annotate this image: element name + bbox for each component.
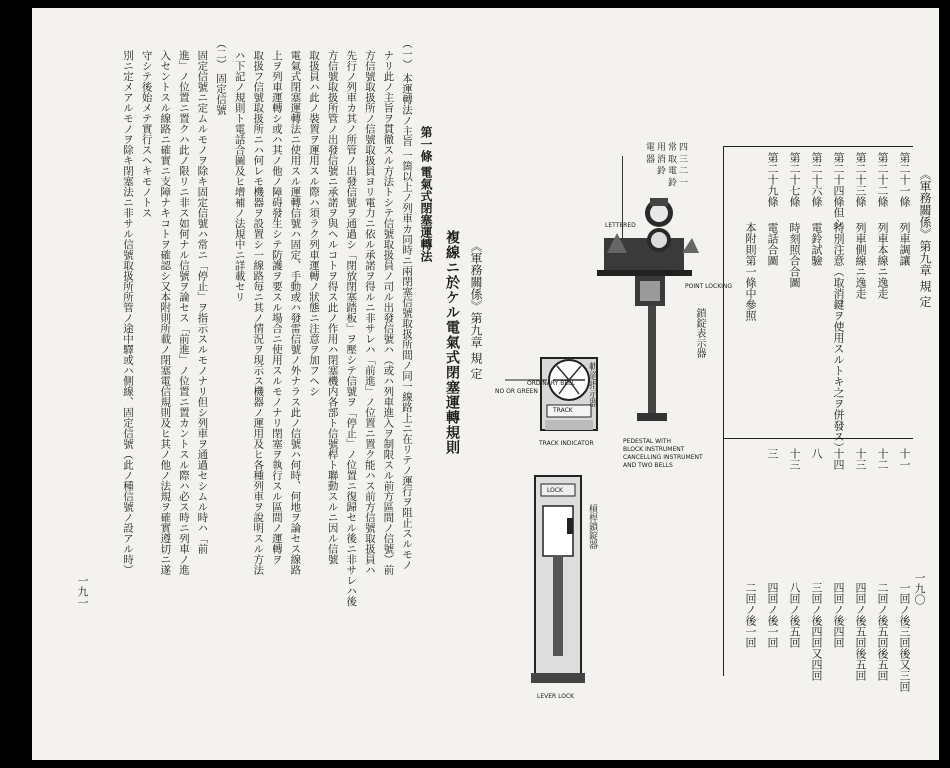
body-line: （一） 本運轉法ノ主旨 一箇以上ノ列車カ同時ニ兩閉塞信號取扱所間ノ同一線路上ニ在リテノ運行ヲ阻止スルモノ: [401, 38, 413, 570]
schedule-frequency: 一回ノ後三回後又三回: [898, 582, 911, 692]
schedule-item: 第二十二條: [876, 152, 889, 207]
body-line: （二） 固定信號: [215, 38, 227, 115]
pedestal-caption-4: AND TWO BELLS: [623, 462, 673, 469]
schedule-name: 本附則第一條中參照: [744, 222, 757, 321]
body-line: 固定信號ニ定ムルモノヲ除キ固定信號ハ常ニ「停止」ヲ指示スルモノナリ但シ列車ヲ通過セシムル時ハ「前: [196, 50, 209, 554]
jp-block-label: 鎖錠表示器: [694, 308, 705, 358]
section-heading: 第一條 電氣式閉塞運轉法: [419, 126, 433, 263]
document-title: 複線ニ於ケル電氣式閉塞運轉規則: [444, 230, 460, 455]
jp-track-indicator-label: 軌道指示器: [587, 362, 597, 407]
schedule-item: 第二十一條: [898, 152, 911, 207]
body-line: 先行ノ列車カ其ノ所管ノ出發信號ヲ通過シ「閉放閉塞踏板」ヲ壓シテ信號ヲ「停止」ノ位置ニ復歸セル後ニ非サレハ後: [345, 50, 358, 607]
body-line: 上ヲ列車運轉シ或ハ其ノ他ノ障碍發生シテ防護ヲ要スル場合ニ使用スルモノナリ閉塞ヲ執行スル區間ノ運轉ヲ: [270, 50, 283, 565]
jp-legend-line: 用 消 鈴: [655, 142, 665, 175]
schedule-frequency: 三回ノ後四回又四回: [810, 582, 823, 681]
body-line: 電氣式閉塞運轉法ニ使用スル運轉信號ハ固定、手動或ハ發雷信號ノ外ナラス此ノ信號ハ何時、何地ヲ論セス線路: [289, 50, 302, 575]
table-left-rule: [723, 146, 724, 676]
left-page-number: 一九一: [76, 575, 89, 608]
table-mid-rule: [723, 438, 913, 439]
green-label: NO OR GREEN: [495, 388, 538, 395]
schedule-item: 第二十七條: [788, 152, 801, 207]
schedule-name: 列車調讓: [898, 222, 911, 266]
schedule-count: 十一: [898, 448, 911, 470]
schedule-name: 時刻照合合圖: [788, 222, 801, 288]
body-line: 入セントスル線路ニ確實ニ支障ナキコトヲ確認シ又本附則所載ノ閉塞電信規則及ヒ其ノ他ノ法規ヲ確實遵切ニ遂: [159, 50, 172, 575]
schedule-frequency: 四回ノ後一回: [766, 582, 779, 648]
schedule-frequency: 四回ノ後四回: [832, 582, 845, 648]
schedule-item: 第二十九條: [766, 152, 779, 207]
track-indicator-caption: TRACK INDICATOR: [539, 440, 594, 447]
pedestal-caption-1: PEDESTAL WITH: [623, 438, 672, 445]
schedule-count: 十二: [876, 448, 889, 470]
schedule-count: 十三: [788, 448, 801, 470]
schedule-name: 特別注意（取消鍵ヲ使用スルトキ之ヲ併發ス）: [832, 222, 845, 453]
right-page: [487, 8, 939, 760]
schedule-count: 三: [766, 448, 779, 459]
body-line: 取扱フ信號取扱所ニハ何レモ機器ヲ設置シ一線路毎ニ其ノ情況ヲ現示ス機器ノ運用及ヒ各種列車ヲ說明スル方法: [252, 50, 265, 575]
body-line: 方信號取扱所ノ信號取扱員ヨリ電力ニ依ル承諾ヲ得ルニ非サレハ「前進」ノ位置ニ置ク能ハス前方信號取扱員ハ: [363, 50, 376, 575]
schedule-count: 八: [810, 448, 823, 459]
schedule-count: 十三: [854, 448, 867, 470]
lever-lock-caption: LEVER LOCK: [537, 693, 575, 700]
schedule-item: 第二十六條: [810, 152, 823, 207]
body-line: 守シテ後始メテ實行スヘキモノトス: [140, 50, 153, 218]
pedestal-instrument-drawing: [597, 156, 699, 421]
schedule-item: 第二十三條: [854, 152, 867, 207]
lettered-label: LETTERED: [605, 222, 636, 229]
jp-legend-line: 四 三 二 一: [677, 142, 687, 187]
jp-legend-line: 電 器: [644, 142, 654, 163]
table-top-rule: [723, 146, 913, 147]
right-header: 《軍務關係》第九章 規 定: [918, 168, 932, 308]
jp-legend-line: 常 取 電 鈴: [666, 142, 676, 187]
schedule-name: 電鈴試驗: [810, 222, 823, 266]
pedestal-caption-3: CANCELLING INSTRUMENT: [623, 454, 703, 461]
apparatus-illustrations: [487, 8, 723, 760]
left-page: [32, 8, 490, 760]
pedestal-caption-2: BLOCK INSTRUMENT: [623, 446, 685, 453]
body-line: 方信號取扱所管ノ出發信號ニ承諾ヲ與ヘルコトヲ得ス此ノ作用ハ閉塞機内各部ト信號桿ト聯動スルニ因ル信號: [326, 50, 339, 565]
schedule-name: 列車側線ニ逸走: [854, 222, 867, 299]
schedule-frequency: 二回ノ後五回後五回: [876, 582, 889, 681]
right-page-number: 一九〇: [913, 572, 926, 605]
schedule-frequency: 四回ノ後五回後五回: [854, 582, 867, 681]
bell-label: BELL: [665, 270, 680, 277]
body-line: 取扱員ハ此ノ裝置ヲ運用スル際ハ須ラク列車運轉ノ狀態ニ注意ヲ加フヘシ: [308, 50, 320, 397]
body-line: 別ニ定メアルモノヲ除キ閉塞法ニ非サル信號取扱所所管ノ途中驛或ハ側線、固定信號（此ノ種信號ノ設アル時）: [122, 50, 134, 575]
jp-lever-lock-label: 槓桿鎖錠器: [587, 504, 597, 549]
schedule-frequency: 八回ノ後五回: [788, 582, 801, 648]
schedule-count: 十四: [832, 448, 845, 470]
body-line: ハ下記ノ規則ト電話合圖及ヒ增補ノ法規中ニ詳載セリ: [233, 50, 246, 302]
track-plate-label: TRACK: [553, 407, 573, 414]
schedule-name: 列車本線ニ逸走: [876, 222, 889, 299]
green-label-2: ORDINARY BELL: [527, 380, 575, 387]
schedule-name: 電話合圖: [766, 222, 779, 266]
schedule-frequency: 二回ノ後一回: [744, 582, 757, 648]
body-line: 進」ノ位置ニ置クハ此ノ限リニ非ス如何ナル信號ヲ論セス「前進」ノ位置ニ置カントスル際ハ必ス時ニ列車ノ進: [177, 50, 190, 575]
point-locking-label: POINT LOCKING: [685, 283, 733, 290]
left-header: 《軍務關係》第九章 規 定: [469, 240, 483, 380]
schedule-item: 第二十四條但シ: [832, 152, 845, 229]
lock-plate-label: LOCK: [547, 487, 563, 494]
lever-lock-drawing: [531, 476, 585, 683]
body-line: ナリ此ノ主旨ヲ貫徹スル方法トシテ信號取扱員ノ司ル出發信號ハ（或ハ列車進入ヲ制限スル前方區間ノ信號）前: [382, 50, 395, 575]
